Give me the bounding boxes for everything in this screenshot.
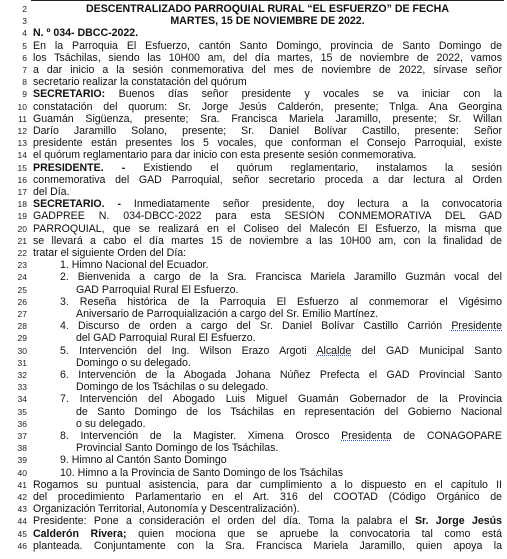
text-run: Domingo o su delegado. [76, 356, 191, 369]
document-line [0, 467, 507, 479]
document-line [0, 64, 507, 76]
text-run: GADPREE N. 034-DBCC-2022 para esta SESIÓN CONMEMORATIVA DEL GAD [33, 210, 502, 223]
line-text [33, 515, 502, 527]
document-line [0, 137, 507, 149]
document-line [0, 442, 507, 454]
document-line [0, 418, 507, 430]
line-text [33, 540, 502, 552]
line-text [33, 162, 502, 174]
text-run: del procedimiento Parlamentario en el Art. 316 del COOTAD (Código Orgánico de [33, 491, 502, 503]
text-run: de CONAGOPARE [391, 430, 502, 442]
text-run: Provincial Santo Domingo de los Tsáchilas. [76, 442, 279, 455]
document-line [0, 357, 507, 369]
line-number: 13 [17, 138, 27, 149]
document-line [0, 235, 507, 247]
line-text [33, 503, 502, 515]
document-line [0, 491, 507, 503]
document-line [0, 174, 507, 186]
text-run: se llevará a cabo el día martes 15 de noviembre a las 10H00 am, con la finalidad de [33, 234, 502, 247]
document-line [0, 479, 507, 491]
line-text [76, 308, 502, 320]
text-run: presidente están presentes los 5 vocales, que conforman el Consejo Parroquial, existe [33, 137, 502, 150]
line-text [76, 357, 502, 369]
text-run: 5. Intervención del Ing. Wilson Erazo Argoti [60, 344, 317, 357]
line-number: 46 [17, 540, 27, 551]
line-number: 17 [17, 187, 27, 197]
top-rule [31, 0, 504, 1]
line-number: 16 [17, 174, 27, 185]
document-line [0, 40, 507, 52]
bold-text: SECRETARIO: [33, 88, 106, 101]
line-text [33, 149, 502, 161]
document-line [0, 198, 507, 210]
line-number: 34 [17, 394, 27, 405]
line-number: 38 [17, 443, 27, 454]
text-run: 10. Himno a la Provincia de Santo Domingo de los Tsáchilas [60, 466, 344, 479]
line-text [33, 174, 502, 186]
line-text [76, 381, 502, 393]
text-run: de Santo Domingo de los Tsáchilas en representación del Gobierno Nacional [76, 405, 502, 418]
text-run: Guamán Sigüenza, presente; Sra. Francisca Mariela Jaramillo, presente; Sr. Willan [33, 112, 502, 125]
line-number: 45 [17, 528, 27, 539]
line-number: 31 [17, 357, 27, 368]
line-text [33, 27, 502, 39]
document-line [0, 149, 507, 161]
line-number: 2 [22, 4, 27, 14]
line-text [33, 113, 502, 125]
text-run: 2. Bienvenida a cargo de la Sra. Francisca Mariela Jaramillo Guzmán vocal del [60, 271, 502, 284]
text-run: los Tsáchilas, siendo las 10H00 am, del día martes, 15 de noviembre de 2022, vamos [33, 51, 502, 64]
text-run: del GAD Parroquial Rural El Esfuerzo. [76, 332, 256, 345]
document-line [0, 369, 507, 381]
line-text [33, 125, 502, 137]
line-number: 28 [17, 321, 27, 332]
document-line [0, 332, 507, 344]
document-line [0, 186, 507, 198]
text-run: GAD Parroquial Rural El Esfuerzo. [76, 283, 239, 296]
document-line [0, 27, 507, 39]
line-text [33, 52, 502, 64]
document-line [0, 515, 507, 527]
line-number: 11 [18, 113, 27, 124]
document-line [0, 454, 507, 466]
line-number: 7 [22, 65, 27, 75]
line-text [33, 88, 502, 100]
line-number: 26 [17, 296, 27, 307]
bold-text: DESCENTRALIZADO PARROQUIAL RURAL “EL ESFUERZO” DE FECHA [86, 3, 449, 15]
flagged-word: Alcalde [316, 344, 352, 357]
text-run: En la Parroquia El Esfuerzo, cantón Santo Domingo, provincia de Santo Domingo de [33, 39, 502, 52]
text-run: o su delegado. [76, 417, 146, 430]
document-line [0, 430, 507, 442]
line-number: 32 [17, 370, 27, 380]
bold-text: MARTES, 15 DE NOVIEMBRE DE 2022. [170, 15, 365, 28]
text-run: Aniversario de Parroquialización a cargo del Sr. Emilio Martínez. [76, 308, 379, 320]
line-number: 8 [22, 77, 27, 88]
text-run: Existiendo el quórum reglamentario, instalamos la sesión [125, 161, 502, 174]
line-text [60, 345, 502, 357]
line-text [60, 296, 502, 308]
bold-text: Sr. Jorge Jesús [414, 515, 502, 528]
document-line [0, 210, 507, 222]
document-line [0, 15, 507, 27]
line-text [33, 40, 502, 52]
text-run: quien mociona que se apruebe la convocatoria tal como está [126, 527, 502, 540]
document-line [0, 88, 507, 100]
line-text [60, 369, 502, 381]
text-run: 3. Reseña histórica de la Parroquia El Esfuerzo al conmemorar el Vigésimo [60, 295, 502, 308]
line-number: 12 [17, 126, 27, 136]
line-text [33, 479, 502, 491]
text-run: 1. Himno Nacional del Ecuador. [60, 259, 209, 272]
line-text [60, 454, 502, 466]
line-text [33, 198, 502, 210]
line-text [33, 15, 502, 27]
document-line [0, 223, 507, 235]
text-run: 7. Intervención del Abogado Luis Miguel Guamán Gobernador de la Provincia [60, 393, 502, 406]
line-number: 14 [17, 150, 27, 161]
text-run: Darío Jaramillo Solano, presente; Sr. Daniel Bolívar Castillo, presente: Señor [33, 125, 502, 137]
document-line [0, 271, 507, 283]
text-run: Inmediatamente señor presidente, doy lectura a la convocatoria [121, 198, 502, 211]
line-text [33, 491, 502, 503]
document-line [0, 162, 507, 174]
text-run: conmemorativa del GAD Parroquial, señor secretario proceda a dar lectura al Orden [33, 173, 502, 186]
line-number: 30 [17, 345, 27, 356]
flagged-word: Presidenta [341, 430, 392, 442]
text-run: Organización Territorial, Autonomía y Descentralización). [33, 503, 300, 516]
document-line [0, 320, 507, 332]
line-number: 35 [17, 406, 27, 417]
line-number: 43 [17, 504, 27, 515]
text-run: del GAD Municipal Santo [351, 344, 502, 357]
line-number: 36 [17, 418, 27, 429]
document-line [0, 381, 507, 393]
document-line [0, 113, 507, 125]
line-text [60, 393, 502, 405]
document-line [0, 3, 507, 15]
document-line [0, 296, 507, 308]
document-line [0, 284, 507, 296]
line-number: 15 [17, 162, 27, 173]
text-run: 8. Intervención de la Magister. Ximena Orosco [60, 430, 342, 442]
line-number: 6 [22, 52, 27, 63]
line-number: 40 [17, 467, 27, 478]
line-number: 5 [22, 40, 27, 51]
text-run: Presidente: Pone a consideración el orden del día. Toma la palabra el [33, 515, 415, 528]
line-number: 19 [17, 211, 27, 222]
text-run: 9. Himno al Cantón Santo Domingo [60, 454, 227, 467]
document-line [0, 503, 507, 515]
text-run: Rogamos su puntual asistencia, para dar cumplimiento a lo dispuesto en el capítulo II [33, 478, 502, 491]
line-number: 33 [17, 382, 27, 393]
line-text [33, 186, 502, 198]
line-number: 25 [17, 284, 27, 295]
line-text [33, 210, 502, 222]
line-text [33, 64, 502, 76]
line-number: 39 [17, 455, 27, 466]
document-line [0, 125, 507, 137]
line-number: 21 [17, 235, 27, 246]
text-run: tratar el siguiente Orden del Día: [33, 247, 187, 259]
document-line [0, 101, 507, 113]
line-text [33, 223, 502, 235]
line-number: 29 [17, 333, 27, 344]
line-text [60, 430, 502, 442]
line-text [76, 284, 502, 296]
text-run: constatación del quorum: Sr. Jorge Jesús Calderón, presente; Tnlga. Ana Georgina [33, 100, 502, 113]
line-text [76, 332, 502, 344]
line-text [33, 528, 502, 540]
document-line [0, 247, 507, 259]
bold-text: PRESIDENTE. - [33, 161, 126, 174]
line-text [60, 467, 502, 479]
text-run: 6. Intervención de la Abogada Johana Núñez Prefecta el GAD Provincial Santo [60, 369, 502, 381]
text-run: del Día. [33, 186, 70, 198]
line-number: 4 [22, 28, 27, 39]
document-line [0, 406, 507, 418]
flagged-word: Presidente [451, 320, 502, 333]
text-run: secretario realizar la constatación del quórum [33, 76, 247, 89]
document-line [0, 345, 507, 357]
document-line [0, 540, 507, 552]
text-run: planteada. Conjuntamente con la Sra. Francisca Mariela Jaramillo, quien apoya la [33, 539, 502, 552]
line-number: 24 [17, 272, 27, 283]
text-run: Buenos días señor presidente y vocales se va iniciar con la [105, 88, 502, 101]
bold-text: SECRETARIO. - [33, 198, 122, 211]
document-line [0, 393, 507, 405]
line-number: 27 [17, 309, 27, 319]
line-text [33, 235, 502, 247]
line-number: 42 [17, 492, 27, 502]
document-line [0, 308, 507, 320]
text-run: el quórum reglamentario para dar inicio con esta presente sesión conmemorativa. [33, 149, 417, 162]
document-line [0, 259, 507, 271]
line-text [33, 3, 502, 15]
line-number: 44 [17, 516, 27, 527]
line-number: 20 [17, 223, 27, 234]
line-text [33, 101, 502, 113]
bold-text: N. º 034- DBCC-2022. [33, 27, 139, 40]
document-line [0, 528, 507, 540]
line-text [60, 259, 502, 271]
text-run: a dar inicio a la sesión conmemorativa del mes de noviembre de 2022, sírvase señor [33, 64, 502, 76]
bold-text: Calderón Rivera; [33, 527, 127, 540]
text-run: 4. Discurso de orden a cargo del Sr. Daniel Bolívar Castillo Carrión [60, 320, 452, 333]
line-text [33, 76, 502, 88]
line-text [76, 442, 502, 454]
text-run: PARROQUIAL, que se realizará en el Coliseo del Malecón El Esfuerzo, la misma que [33, 222, 502, 235]
line-text [60, 271, 502, 283]
line-text [76, 418, 502, 430]
line-number: 10 [17, 101, 27, 112]
line-number: 23 [17, 260, 27, 271]
line-text [60, 320, 502, 332]
text-run: Domingo de los Tsáchilas o su delegado. [76, 381, 269, 394]
line-number: 3 [22, 16, 27, 27]
line-text [76, 406, 502, 418]
document-line [0, 76, 507, 88]
line-number: 37 [17, 431, 27, 441]
line-number: 22 [17, 248, 27, 258]
line-text [33, 137, 502, 149]
line-text [33, 247, 502, 259]
line-number: 18 [17, 199, 27, 210]
line-number: 9 [22, 89, 27, 100]
document-line [0, 52, 507, 64]
line-number: 41 [17, 479, 27, 490]
